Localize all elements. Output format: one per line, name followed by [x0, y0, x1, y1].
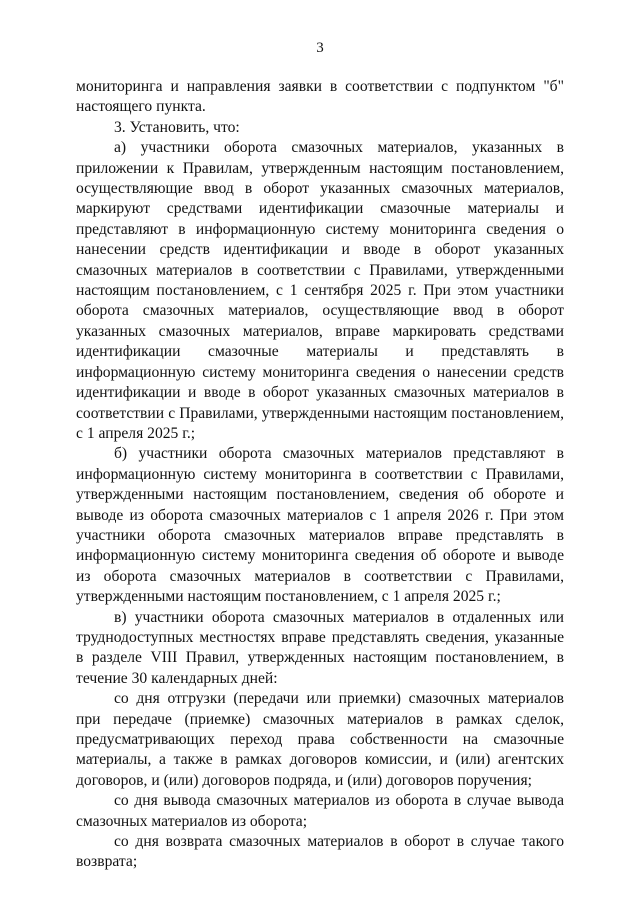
paragraph-continuation: мониторинга и направления заявки в соответствии с подпунктом "б" настоящего пункта.	[76, 78, 564, 116]
paragraph-subitem-v: в) участники оборота смазочных материалов в отдаленных или труднодоступных местностях вправе представлять сведения, указанные в разделе VIII Правил, утвержденных настоящим постановлением, в течение 30 календарных дней:	[76, 608, 564, 687]
paragraph-item-3-heading: 3. Установить, что:	[114, 118, 240, 136]
paragraph-subitem-b: б) участники оборота смазочных материалов представляют в информационную систему мониторинга в соответствии с Правилами, утвержденными настоящим постановлением, сведения об обороте и выводе из оборота смазочных материалов с 1 апреля 2026 г. При этом участники оборота смазочных материалов вправе представлять в информационную систему мониторинга сведения об обороте и выводе из оборота смазочных материалов в соответствии с Правилами, утвержденными настоящим постановлением, с 1 апреля 2025 г.;	[76, 445, 564, 606]
paragraph-return-date: со дня возврата смазочных материалов в оборот в случае такого возврата;	[76, 833, 564, 871]
paragraph-shipment-date: со дня отгрузки (передачи или приемки) смазочных материалов при передаче (приемке) смазочных материалов в рамках сделок, предусматривающих переход права собственности на смазочные материалы, а также в рамках договоров комиссии, и (или) агентских договоров, и (или) договоров подряда, и (или) договоров поручения;	[76, 690, 564, 789]
document-body	[76, 77, 564, 873]
paragraph-subitem-a: а) участники оборота смазочных материалов, указанных в приложении к Правилам, утвержденным настоящим постановлением, осуществляющие ввод в оборот указанных смазочных материалов, маркируют средствами идентификации смазочные материалы и представляют в информационную систему мониторинга сведения о нанесении средств идентификации и вводе в оборот указанных смазочных материалов в соответствии с Правилами, утвержденными настоящим постановлением, с 1 сентября 2025 г. При этом участники оборота смазочных материалов, осуществляющие ввод в оборот указанных смазочных материалов, вправе маркировать средствами идентификации смазочные материалы и представлять в информационную систему мониторинга сведения о нанесении средств идентификации и вводе в оборот указанных смазочных материалов в соответствии с Правилами, утвержденными настоящим постановлением, с 1 апреля 2025 г.;	[76, 139, 564, 442]
page-number: 3	[316, 40, 324, 56]
paragraph-withdrawal-date: со дня вывода смазочных материалов из оборота в случае вывода смазочных материалов из оборота;	[76, 792, 564, 830]
